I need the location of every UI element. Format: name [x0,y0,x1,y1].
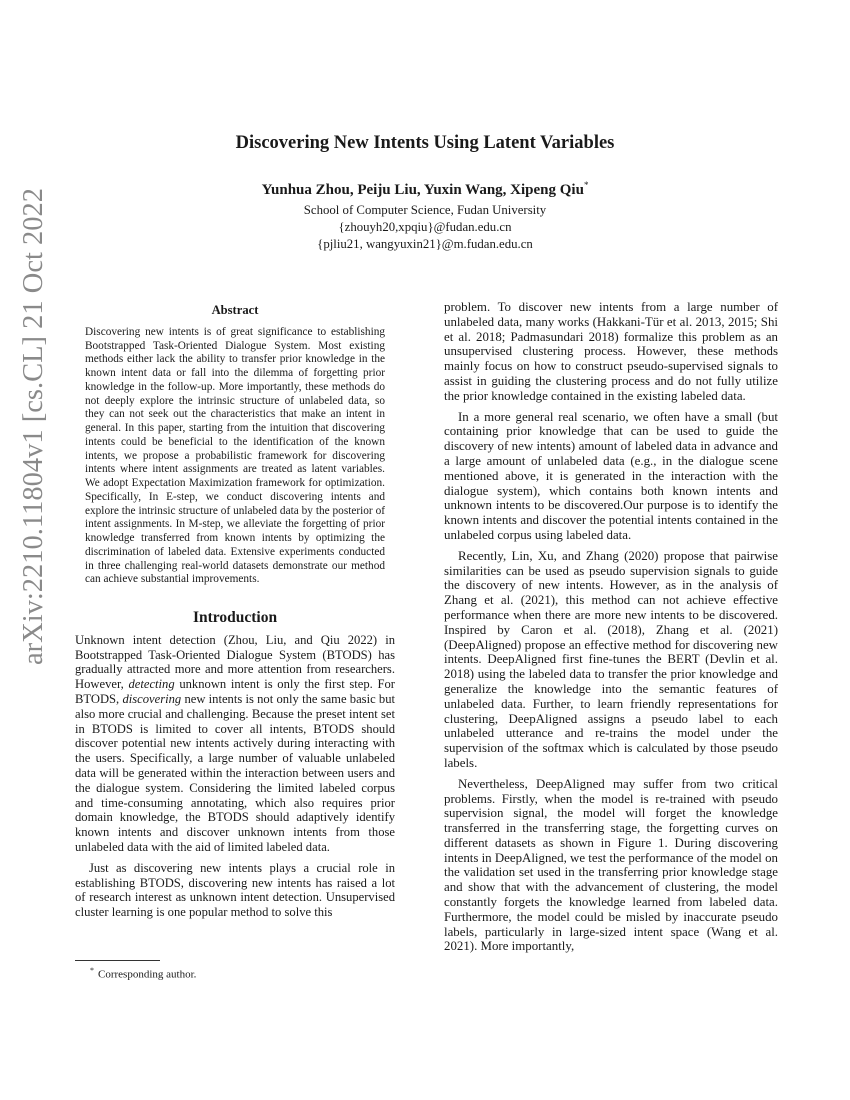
affiliation-email-1: {zhouyh20,xpqiu}@fudan.edu.cn [338,220,512,234]
footnote-divider [75,960,160,961]
footnote-text: Corresponding author. [98,968,197,981]
abstract-text: Discovering new intents is of great significance to establishing Bootstrapped Task-Oriented Dialogue System. Most existing methods either lack the ability to transfer prior knowledge in the known intent data or fall into the dilemma of forgetting prior knowledge in the follow-up. More importantly, these methods do not deeply explore the intrinsic structure of unlabeled data, so they can not seek out the characteristics that make an intent in general. In this paper, starting from the intuition that discovering intents could be beneficial to the identification of the known intents, we propose a probabilistic framework for discovering intents where intent assignments are treated as latent variables. We adopt Expectation Maximization framework for optimization. Specifically, In E-step, we conduct discovering intents and explore the intrinsic structure of unlabeled data by the posterior of intent assignments. In M-step, we alleviate the forgetting of prior knowledge transferred from known intents by optimizing the discrimination of labeled data. Extensive experiments conducted in three challenging real-world datasets demonstrate our method can achieve substantial improvements. [85,325,385,586]
corresponding-author-mark: * [583,180,589,190]
affiliation-block [0,202,850,253]
abstract-heading: Abstract [211,303,259,317]
author-names: Yunhua Zhou, Peiju Liu, Yuxin Wang, Xipeng Qiu [261,182,584,198]
right-paragraph-3: Recently, Lin, Xu, and Zhang (2020) propose that pairwise similarities can be used as pseudo supervision signals to guide the discovery of new intents. However, as in the analysis of Zhang et al. (2021), this method can not achieve effective performance when there are more new intents to be discovered. Inspired by Caron et al. (2018), Zhang et al. (2021) (DeepAligned) propose an effective method for discovering new intents. DeepAligned first fine-tunes the BERT (Devlin et al. 2018) using the labeled data to transfer the prior knowledge and generalize the knowledge into the semantic features of unlabeled data. Further, to learn friendly representations for clustering, DeepAligned assigns a pseudo label to each unlabeled utterance and re-trains the model under the supervision of the softmax which is calculated by those pseudo labels. [444,548,778,770]
paper-title: Discovering New Intents Using Latent Variables [235,133,615,153]
emphasis-discovering: discovering [122,692,182,707]
right-column [444,300,778,954]
introduction-heading: Introduction [192,609,278,627]
affiliation-school: School of Computer Science, Fudan University [303,203,547,217]
right-paragraph-1: problem. To discover new intents from a large number of unlabeled data, many works (Hakkani-Tür et al. 2013, 2015; Shi et al. 2018; Padmasundari 2018) formalize this problem as an unsupervised clustering process. However, these methods mainly focus on how to construct pseudo-supervised signals to assist in guiding the clustering process and do not fully utilize the prior knowledge contained in the existing labeled data. [444,300,778,403]
author-list [0,174,850,201]
introduction-paragraph-2: Just as discovering new intents plays a crucial role in establishing BTODS, discovering new intents has raised a lot of research interest as unknown intent detection. Unsupervised cluster learning is one popular method to solve this [75,860,395,920]
affiliation-email-2: {pjliu21, wangyuxin21}@m.fudan.edu.cn [317,237,533,251]
arxiv-identifier: arXiv:2210.11804v1 [cs.CL] 21 Oct 2022 [18,187,49,665]
footnote-mark: * [90,966,94,975]
footnote [90,964,196,982]
right-paragraph-4: Nevertheless, DeepAligned may suffer from two critical problems. Firstly, when the model is re-trained with pseudo supervision signal, the model will forget the knowledge transferred in the transferring stage, the forgetting curves on different datasets as shown in Figure 1. During discovering intents in DeepAligned, we test the performance of the model on the validation set used in the transferring prior knowledge stage and show that with the advancement of clustering, the model constantly forgets the knowledge learned from labeled data. Furthermore, the model could be misled by inaccurate pseudo labels, particularly in large-sized intent space (Wang et al. 2021). More importantly, [444,776,778,954]
emphasis-detecting: detecting [128,677,175,692]
left-column [75,300,395,920]
introduction-paragraph-1: Unknown intent detection (Zhou, Liu, and Qiu 2022) in Bootstrapped Task-Oriented Dialogue System (BTODS) has gradually attracted more and more attention from researchers. However, detecting unknown intent is only the first step. For BTODS, discovering new intents is not only the same basic but also more crucial and challenging. Because the preset intent set in BTODS is limited to cover all intents, BTODS should discover potential new intents actively during interacting with the users. Specifically, a large number of valuable unlabeled data will be generated within the interaction between users and the dialogue system. Considering the limited labeled corpus and time-consuming annotating, which also requires prior domain knowledge, the BTODS should adaptively identify known intents and discover unknown intents from those unlabeled data with the aid of limited labeled data. [75,632,396,854]
right-paragraph-2: In a more general real scenario, we often have a small (but containing prior knowledge that can be used to guide the discovery of new intents) amount of labeled data in advance and a large amount of unlabeled data (e.g., in the dialogue scene mentioned above, it is generated in the interaction with the dialogue system), which contains both known intents and unknown intents to be discovered.Our purpose is to identify the known intents and discover the potential intents contained in the unlabeled corpus using labeled data. [444,409,778,542]
